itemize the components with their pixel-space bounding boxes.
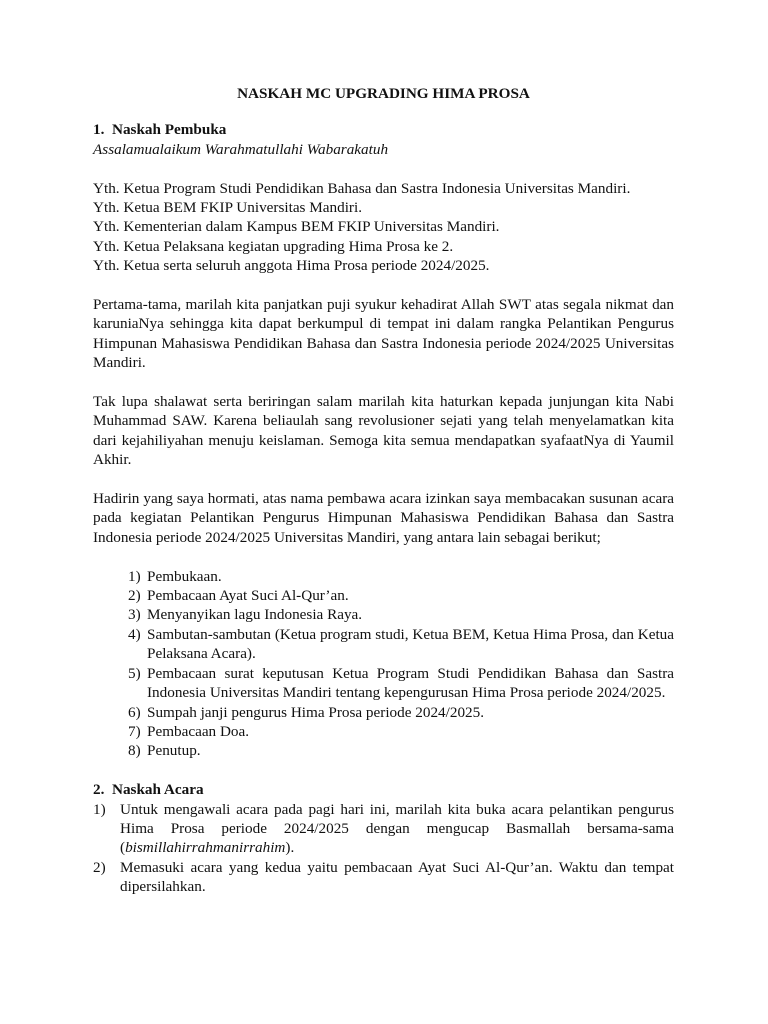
acara-item: 2) Memasuki acara yang kedua yaitu pembacaan Ayat Suci Al-Qur’an. Waktu dan tempat dipersilahkan.	[93, 858, 674, 896]
agenda-list	[93, 567, 674, 761]
salutation-line: Yth. Ketua serta seluruh anggota Hima Prosa periode 2024/2025.	[93, 257, 490, 275]
agenda-item: 7) Pembacaan Doa.	[128, 722, 250, 740]
paragraph-agenda-intro: Hadirin yang saya hormati, atas nama pembawa acara izinkan saya membacakan susunan acara pada kegiatan Pelantikan Pengurus Himpunan Mahasiswa Pendidikan Bahasa dan Sastra Indonesia periode 2024/2025 Universitas Mandiri, yang antara lain sebagai berikut;	[93, 490, 674, 546]
paragraph-shalawat: Tak lupa shalawat serta beriringan salam marilah kita haturkan kepada junjungan kita Nabi Muhammad SAW. Karena beliaulah sang revolusioner sejati yang telah menyelamatkan kita dari kejahiliyahan menuju keislaman. Semoga kita semua mendapatkan syafaatNya di Yaumil Akhir.	[93, 393, 674, 469]
section-1-title: Naskah Pembuka	[112, 121, 227, 139]
acara-item: 1) Untuk mengawali acara pada pagi hari ini, marilah kita buka acara pelantikan pengurus Hima Prosa periode 2024/2025 dengan mengucap Basmallah bersama-sama (bismillahirrahmanirrahim).	[93, 800, 674, 857]
acara-list	[93, 800, 674, 897]
agenda-item: 3) Menyanyikan lagu Indonesia Raya.	[128, 606, 363, 624]
document-body	[93, 84, 674, 897]
salutation-line: Yth. Ketua Program Studi Pendidikan Bahasa dan Sastra Indonesia Universitas Mandiri.	[93, 179, 631, 197]
section-2-heading	[93, 780, 674, 799]
section-1-heading	[93, 120, 674, 139]
agenda-item: 6) Sumpah janji pengurus Hima Prosa periode 2024/2025.	[128, 703, 485, 721]
salutation-list	[93, 179, 674, 276]
section-2-number: 2.	[93, 781, 105, 799]
salutation-line: Yth. Kementerian dalam Kampus BEM FKIP Universitas Mandiri.	[93, 218, 500, 236]
section-2-title: Naskah Acara	[112, 781, 204, 799]
paragraph-opening-gratitude: Pertama-tama, marilah kita panjatkan puji syukur kehadirat Allah SWT atas segala nikmat dan karuniaNya sehingga kita dapat berkumpul di tempat ini dalam rangka Pelantikan Pengurus Himpunan Mahasiswa Pendidikan Bahasa dan Sastra Indonesia periode 2024/2025 Universitas Mandiri.	[93, 296, 674, 372]
document-title: NASKAH MC UPGRADING HIMA PROSA	[237, 85, 530, 102]
agenda-item: 4) Sambutan-sambutan (Ketua program studi, Ketua BEM, Ketua Hima Prosa, dan Ketua Pelaksana Acara).	[128, 625, 674, 663]
section-1-number: 1.	[93, 121, 105, 139]
agenda-item: 5) Pembacaan surat keputusan Ketua Program Studi Pendidikan Bahasa dan Sastra Indonesia Universitas Mandiri tentang kepengurusan Hima Prosa periode 2024/2025.	[128, 664, 674, 702]
agenda-item: 1) Pembukaan.	[128, 567, 222, 585]
agenda-item: 8) Penutup.	[128, 742, 201, 760]
salutation-line: Yth. Ketua BEM FKIP Universitas Mandiri.	[93, 199, 362, 217]
agenda-item: 2) Pembacaan Ayat Suci Al-Qur’an.	[128, 587, 349, 605]
greeting: Assalamualaikum Warahmatullahi Wabarakatuh	[93, 140, 389, 158]
salutation-line: Yth. Ketua Pelaksana kegiatan upgrading Hima Prosa ke 2.	[93, 237, 454, 255]
